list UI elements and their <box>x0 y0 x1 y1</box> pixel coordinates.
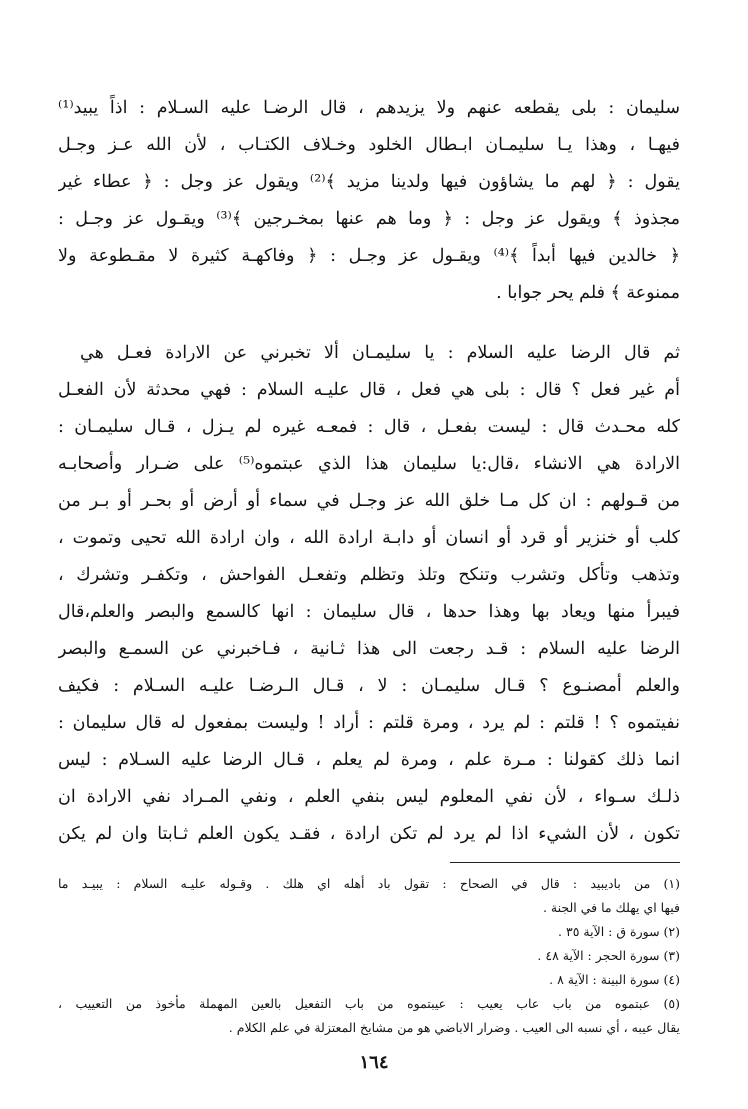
body-line: الارادة هي الانشاء ،قال:يا سليمان هذا الذي عبتموه⁽⁵⁾ على ضـرار وأصحابـه <box>58 454 680 474</box>
body-line: نفيتموه ؟ ! قلتم : لم يرد ، ومرة قلتم : أراد ! وليست بمفعول له قال سليمان : <box>58 713 680 733</box>
footnote-line: يقال عيبه ، أي نسبه الى العيب . وضرار الاباضي هو من مشايخ المعتزلة في علم الكلام . <box>228 1020 680 1035</box>
body-line: من قـولهم : ان كل مـا خلق الله عز وجـل في سماء أو أرض أو بحـر أو بـر من <box>58 491 680 511</box>
body-line: مجذوذ ﴾ ويقول عز وجل : ﴿ وما هم عنها بمخـرجين ﴾⁽³⁾ ويقـول عز وجـل : <box>58 209 680 229</box>
body-line: ﴿ خالدين فيها أبداً ﴾⁽⁴⁾ ويقـول عز وجـل : ﴿ وفاكهـة كثيرة لا مقـطوعة ولا <box>58 246 680 266</box>
footnote-line: فيها اي يهلك ما في الجنة . <box>542 900 680 915</box>
page-number: ١٦٤ <box>359 1052 389 1073</box>
body-line: انما ذلك كقولنا : مـرة علم ، ومرة لم يعلم ، قـال الرضا عليه السـلام : ليس <box>58 750 680 770</box>
body-line: كلب أو خنزير أو قرد أو انسان أو دابـة ارادة الله ، وان ارادة الله تحيى وتموت ، <box>58 528 680 548</box>
body-line: والعلم أمصنـوع ؟ قـال سليمـان : لا ، قـال الـرضـا عليـه السـلام : فكيف <box>58 676 680 696</box>
footnote-line: (٣) سورة الحجر : الآية ٤٨ . <box>537 948 680 963</box>
body-line: وتذهب وتأكل وتشرب وتنكح وتلذ وتظلم وتفعـل الفواحش ، وتكفـر وتشرك ، <box>58 565 680 585</box>
body-line: أم غير فعل ؟ قال : بلى هي فعل ، قال عليـه السلام : فهي محدثة لأن الفعـل <box>58 380 680 400</box>
body-line: ممنوعة ﴾ فلم يحر جوابا . <box>496 283 680 303</box>
body-line: ثم قال الرضا عليه السلام : يا سليمـان ألا تخبرني عن الارادة فعـل هي <box>80 343 680 363</box>
body-line: تكون ، لأن الشيء اذا لم يرد لم تكن ارادة ، فقـد يكون العلم ثـابتا وان لم يكن <box>58 824 680 844</box>
body-line: كله محـدث قال : ليست بفعـل ، قال : فمعـه غيره لم يـزل ، قـال سليمـان : <box>58 417 680 437</box>
footnote-separator <box>450 862 680 863</box>
footnote-line: (١) من باديبيد : قال في الصحاح : تقول باد أهله اي هلك . وقـوله عليـه السلام : يبيـد ما <box>58 876 680 891</box>
footnote-line: (٤) سورة البينة : الآية ٨ . <box>549 972 680 987</box>
body-line: فيهـا ، وهذا يـا سليمـان ابـطال الخلود وخـلاف الكتـاب ، لأن الله عـز وجـل <box>58 135 680 155</box>
body-line: الرضا عليه السلام : قـد رجعت الى هذا ثـانية ، فـاخبرني عن السمـع والبصر <box>58 639 680 659</box>
footnote-line: (٢) سورة ق : الآية ٣٥ . <box>558 924 680 939</box>
body-line: يقول : ﴿ لهم ما يشاؤون فيها ولدينا مزيد ﴾⁽²⁾ ويقول عز وجل : ﴿ عطاء غير <box>58 172 680 192</box>
body-line: فيبرأ منها ويعاد بها وهذا حدها ، قال سليمان : انها كالسمع والبصر والعلم،قال <box>58 602 680 622</box>
body-line: سليمان : بلى يقطعه عنهم ولا يزيدهم ، قال الرضـا عليه السـلام : اذاً يبيد⁽¹⁾ <box>58 98 680 118</box>
body-line: ذلـك سـواء ، لأن نفي المعلوم ليس بنفي العلم ، ونفي المـراد نفي الارادة ان <box>58 787 680 807</box>
footnote-line: (٥) عبتموه من باب عاب يعيب : عيبتموه من باب التفعيل بالعين المهملة مأخوذ من التعييب ، <box>58 996 680 1011</box>
